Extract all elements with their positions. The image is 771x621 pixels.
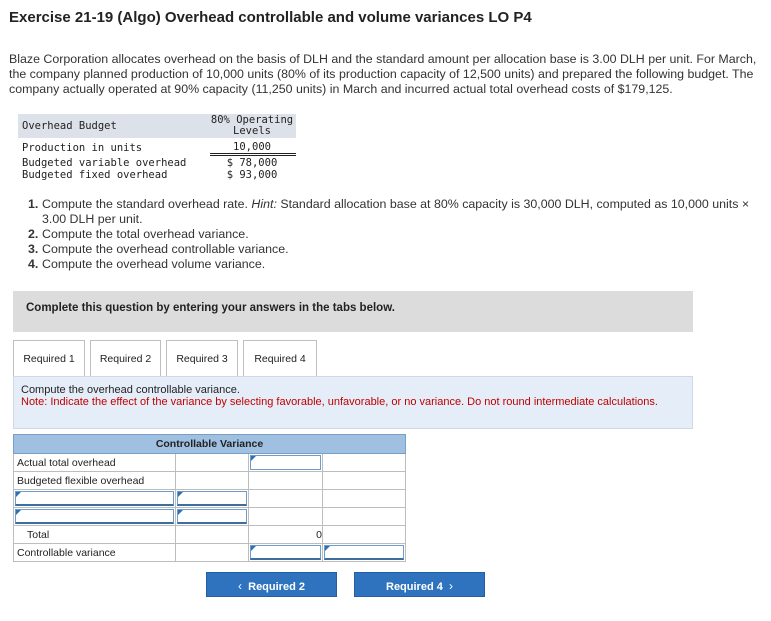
- table-cell: [323, 544, 406, 562]
- instruction-note: Note: Indicate the effect of the variance by selecting favorable, unfavorable, or no variance. Do not round intermediate calculations.: [21, 396, 658, 408]
- table-row: [14, 544, 406, 562]
- question-item: [28, 227, 763, 242]
- complete-question-banner: Complete this question by entering your answers in the tabs below.: [13, 291, 693, 332]
- table-cell: [323, 508, 406, 526]
- budget-row-value: 10,000: [233, 141, 271, 153]
- tab-required-4[interactable]: Required 4: [243, 340, 317, 377]
- question-text: Compute the overhead volume variance.: [42, 257, 266, 271]
- table-cell: [249, 454, 323, 472]
- question-item: [28, 242, 763, 257]
- instruction-text: Compute the overhead controllable variance.: [21, 384, 240, 396]
- tab-required-2[interactable]: Required 2: [90, 340, 161, 377]
- controllable-variance-label: Controllable variance: [14, 544, 176, 562]
- instruction-panel: [13, 376, 693, 429]
- table-cell: [249, 508, 323, 526]
- chevron-right-icon: ›: [448, 579, 453, 593]
- flexible-item-select-2[interactable]: [15, 509, 174, 524]
- question-number: 3.: [28, 242, 39, 256]
- overhead-budget: [18, 112, 300, 188]
- flexible-amount-input-1[interactable]: [177, 491, 247, 506]
- budget-row-label: Budgeted variable overhead: [22, 157, 187, 169]
- question-text: Compute the overhead controllable variance.: [42, 242, 289, 256]
- table-cell: [249, 472, 323, 490]
- table-cell: [14, 490, 176, 508]
- actual-overhead-label: Actual total overhead: [14, 454, 176, 472]
- budget-divider: [210, 153, 296, 154]
- question-item: [28, 197, 763, 227]
- next-button-label: Required 4: [386, 581, 443, 593]
- question-hint-label: Hint:: [251, 197, 277, 211]
- budget-row-value: $ 93,000: [226, 169, 278, 181]
- budget-row-value: $ 78,000: [226, 157, 278, 169]
- actual-overhead-input[interactable]: [250, 455, 321, 470]
- table-header-row: [14, 435, 406, 454]
- next-required-button[interactable]: [354, 572, 485, 597]
- flexible-item-select-1[interactable]: [15, 491, 174, 506]
- tab-required-3[interactable]: Required 3: [166, 340, 238, 378]
- table-cell: [176, 508, 249, 526]
- question-list: [28, 197, 763, 272]
- table-cell: [176, 526, 249, 544]
- table-cell: [323, 454, 406, 472]
- total-label: Total: [14, 526, 176, 544]
- prev-required-button[interactable]: [206, 572, 337, 597]
- controllable-variance-table: [13, 434, 406, 562]
- table-row: [14, 490, 406, 508]
- question-number: 2.: [28, 227, 39, 241]
- table-cell: [14, 508, 176, 526]
- budget-column-header-line2: Levels: [233, 125, 271, 137]
- table-cell: [323, 490, 406, 508]
- question-item: [28, 257, 763, 272]
- controllable-variance-input[interactable]: [250, 545, 321, 560]
- total-value: 0: [249, 526, 323, 544]
- budget-row-label: Budgeted fixed overhead: [22, 169, 168, 181]
- table-row: [14, 472, 406, 490]
- budget-divider: [210, 155, 296, 156]
- chevron-left-icon: ‹: [238, 579, 242, 593]
- table-row: [14, 526, 406, 544]
- problem-intro: Blaze Corporation allocates overhead on the basis of DLH and the standard amount per allocation base is 3.00 DLH per unit. For March, the company planned production of 10,000 units (80% of its production capacity of 12,500 units) and prepared the following budget. The company actually operated at 90% capacity (11,250 units) in March and incurred actual total overhead costs of $179,125.: [9, 52, 757, 96]
- question-text: Compute the total overhead variance.: [42, 227, 249, 241]
- table-cell: [176, 454, 249, 472]
- table-cell: [323, 472, 406, 490]
- table-cell: [323, 526, 406, 544]
- variance-effect-select[interactable]: [324, 545, 404, 560]
- page-title: Exercise 21-19 (Algo) Overhead controllable and volume variances LO P4: [9, 9, 532, 26]
- table-cell: [176, 472, 249, 490]
- question-number: 4.: [28, 257, 39, 271]
- table-cell: [249, 544, 323, 562]
- tab-required-1[interactable]: Required 1: [13, 340, 85, 377]
- question-number: 1.: [28, 197, 39, 211]
- table-row: [14, 508, 406, 526]
- budget-column-header-line1: 80% Operating: [210, 114, 294, 126]
- question-text: Compute the standard overhead rate.: [42, 197, 252, 211]
- table-cell: [176, 544, 249, 562]
- budgeted-flexible-label: Budgeted flexible overhead: [14, 472, 176, 490]
- table-cell: [249, 490, 323, 508]
- table-cell: [176, 490, 249, 508]
- budget-row-label: Production in units: [22, 142, 143, 154]
- budget-title: Overhead Budget: [22, 120, 117, 132]
- prev-button-label: Required 2: [248, 581, 305, 593]
- table-row: [14, 454, 406, 472]
- table-header: Controllable Variance: [14, 435, 406, 454]
- question-hint-text: Standard allocation base at 80% capacity is 30,000 DLH, computed as 10,000 units × 3.00 DLH per unit.: [42, 197, 750, 226]
- flexible-amount-input-2[interactable]: [177, 509, 247, 524]
